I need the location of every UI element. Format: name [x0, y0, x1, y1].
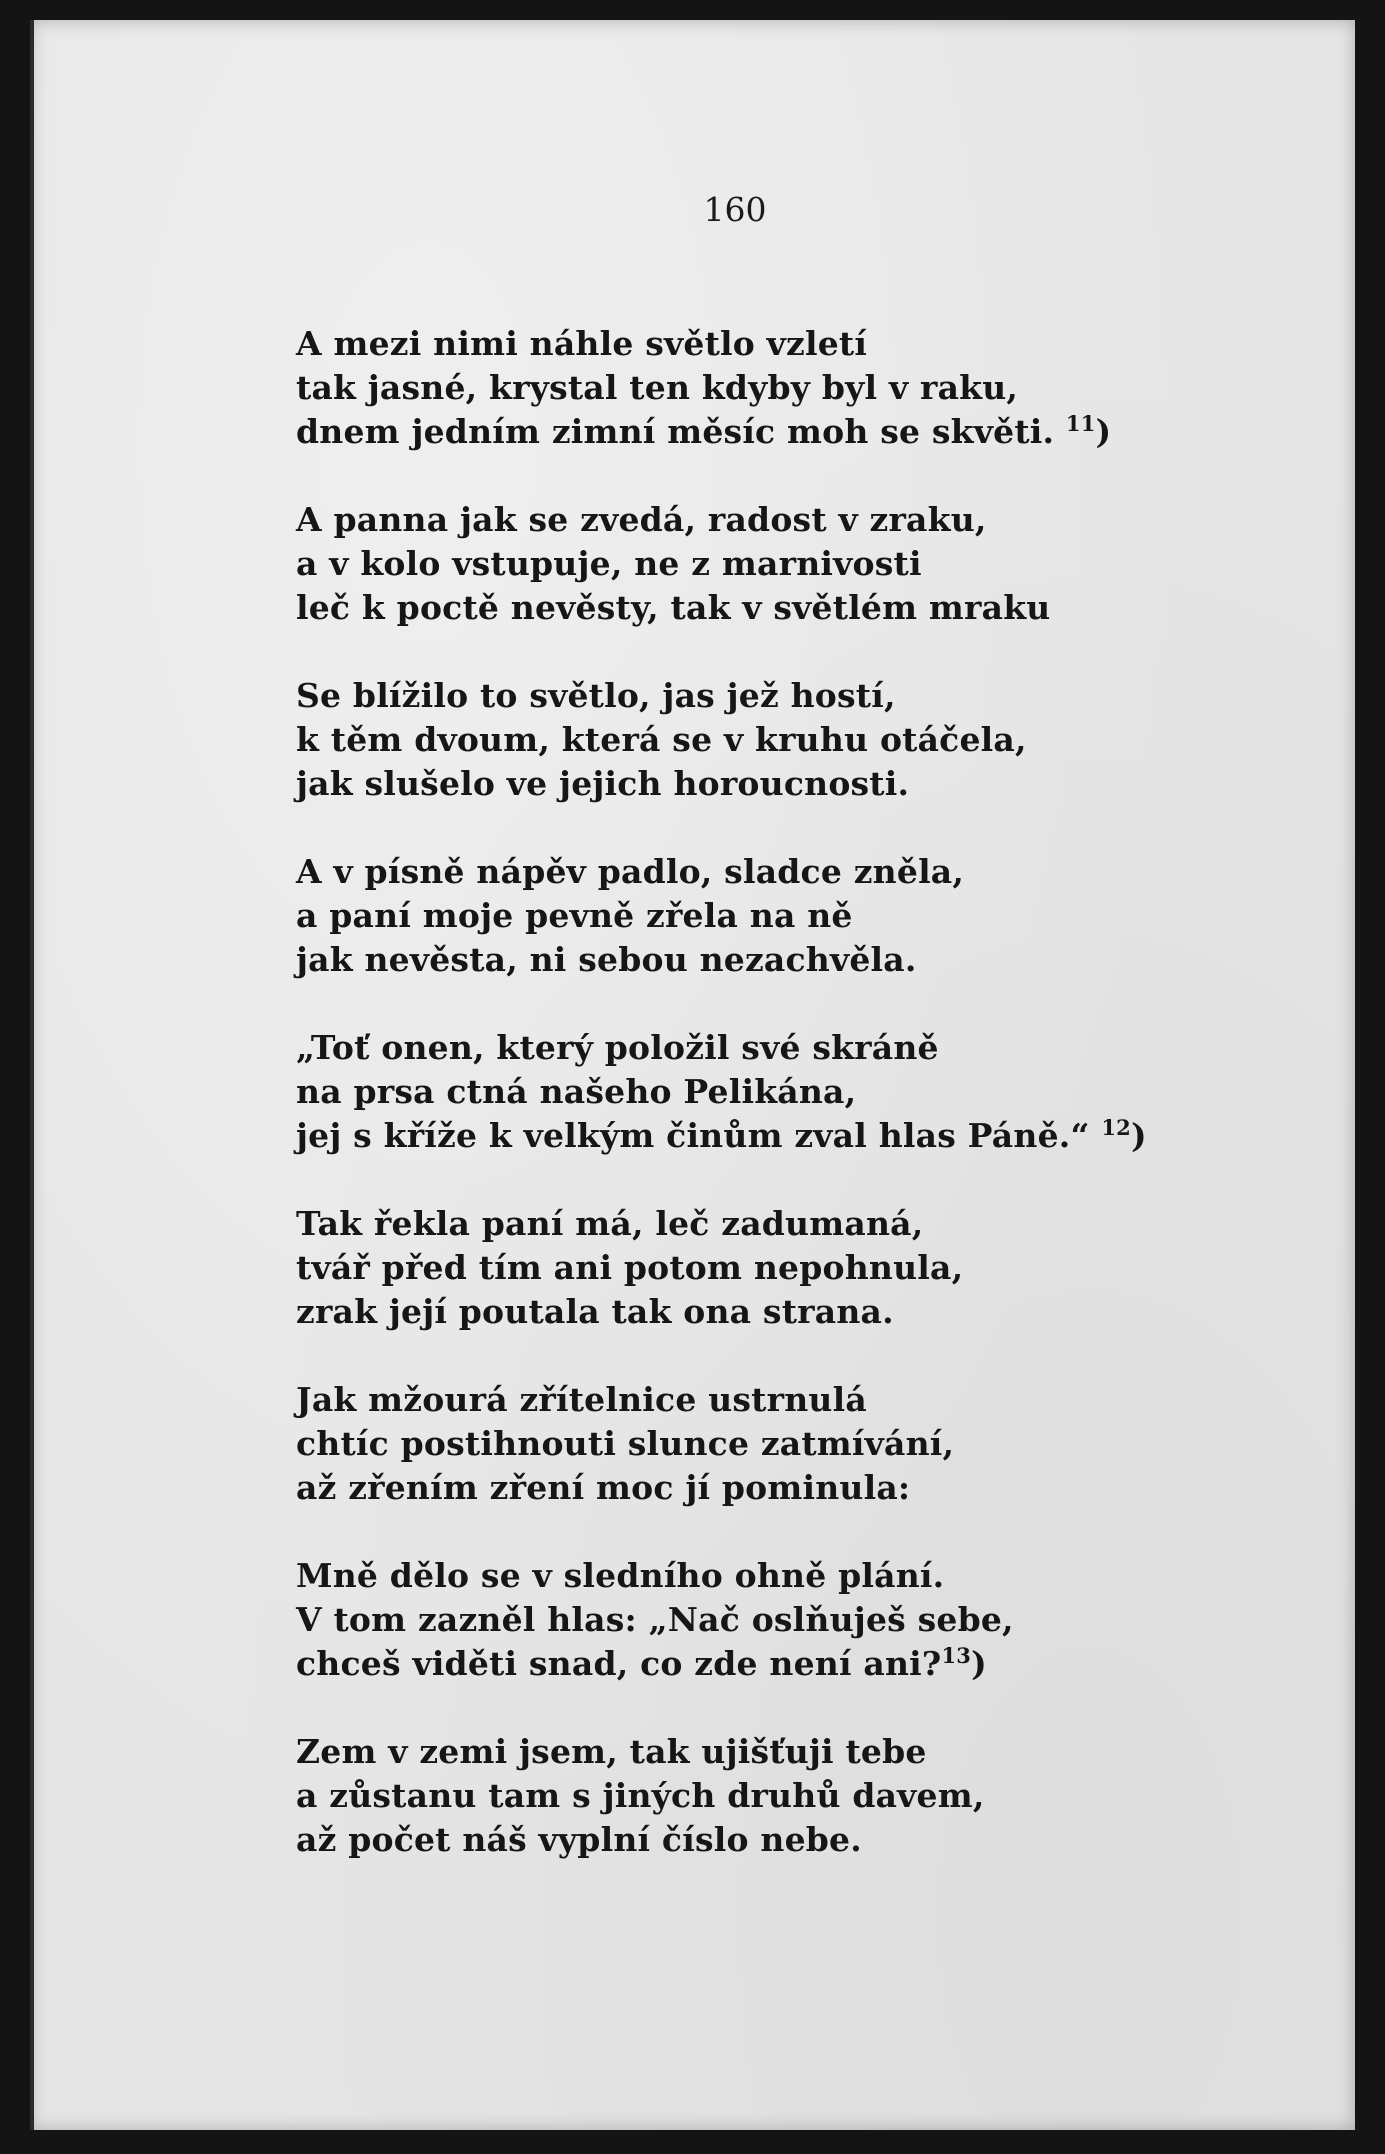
verse-text: A v písně nápěv padlo, sladce zněla, — [296, 852, 965, 891]
verse-text: zrak její poutala tak ona strana. — [296, 1292, 894, 1331]
footnote-marker: 12 — [1101, 1115, 1131, 1140]
footnote-paren: ) — [1130, 1116, 1147, 1155]
verse-line — [296, 498, 1196, 542]
verse-text: tak jasné, krystal ten kdyby byl v raku, — [296, 368, 1019, 407]
verse-text: Mně dělo se v sledního ohně plání. — [296, 1556, 945, 1595]
verse-line — [296, 586, 1196, 630]
stanza — [296, 1202, 1196, 1334]
verse-text: Jak mžourá zřítelnice ustrnulá — [296, 1380, 867, 1419]
stanza — [296, 322, 1196, 454]
verse-text: A panna jak se zvedá, radost v zraku, — [296, 500, 987, 539]
verse-line — [296, 1598, 1196, 1642]
verse-line — [296, 718, 1196, 762]
verse-line — [296, 1554, 1196, 1598]
verse-text: a v kolo vstupuje, ne z marnivosti — [296, 544, 922, 583]
verse-text: Zem v zemi jsem, tak ujišťuji tebe — [296, 1732, 927, 1771]
verse-text: „Toť onen, který položil své skráně — [296, 1028, 939, 1067]
verse-line — [296, 674, 1196, 718]
stanza — [296, 1026, 1196, 1158]
poem-text — [296, 322, 1196, 1906]
verse-line — [296, 366, 1196, 410]
verse-line — [296, 1730, 1196, 1774]
verse-line — [296, 1246, 1196, 1290]
verse-line — [296, 410, 1196, 454]
verse-text: Tak řekla paní má, leč zadumaná, — [296, 1204, 924, 1243]
verse-line — [296, 1070, 1196, 1114]
verse-line — [296, 1378, 1196, 1422]
verse-text: k těm dvoum, která se v kruhu otáčela, — [296, 720, 1027, 759]
stanza — [296, 674, 1196, 806]
footnote-paren: ) — [1095, 412, 1112, 451]
verse-text: A mezi nimi náhle světlo vzletí — [296, 324, 868, 363]
verse-text: chtíc postihnouti slunce zatmívání, — [296, 1424, 955, 1463]
stanza — [296, 1378, 1196, 1510]
verse-text: jak slušelo ve jejich horoucnosti. — [296, 764, 910, 803]
verse-text: až počet náš vyplní číslo nebe. — [296, 1820, 862, 1859]
stanza — [296, 1730, 1196, 1862]
footnote-paren: ) — [971, 1644, 987, 1683]
verse-line — [296, 1818, 1196, 1862]
verse-text: chceš viděti snad, co zde není ani? — [296, 1644, 942, 1683]
verse-line — [296, 1290, 1196, 1334]
verse-line — [296, 850, 1196, 894]
verse-line — [296, 938, 1196, 982]
stanza — [296, 1554, 1196, 1686]
footnote-marker: 13 — [941, 1643, 972, 1668]
verse-line — [296, 542, 1196, 586]
verse-line — [296, 322, 1196, 366]
verse-line — [296, 1202, 1196, 1246]
verse-text: V tom zazněl hlas: „Nač oslňuješ sebe, — [296, 1600, 1014, 1639]
footnote-marker: 11 — [1065, 411, 1096, 436]
verse-line — [296, 894, 1196, 938]
verse-line — [296, 1774, 1196, 1818]
verse-line — [296, 1466, 1196, 1510]
verse-text: a zůstanu tam s jiných druhů davem, — [296, 1776, 985, 1815]
stanza — [296, 850, 1196, 982]
verse-text: jej s kříže k velkým činům zval hlas Páně.“ — [296, 1116, 1102, 1155]
verse-text: Se blížilo to světlo, jas jež hostí, — [296, 676, 896, 715]
page-number: 160 — [703, 190, 767, 229]
verse-line — [296, 1026, 1196, 1070]
verse-line — [296, 1422, 1196, 1466]
stanza — [296, 498, 1196, 630]
verse-text: leč k poctě nevěsty, tak v světlém mraku — [296, 588, 1051, 627]
verse-text: jak nevěsta, ni sebou nezachvěla. — [296, 940, 917, 979]
verse-line — [296, 762, 1196, 806]
page-edge-shadow — [30, 20, 34, 2130]
verse-text: a paní moje pevně zřela na ně — [296, 896, 853, 935]
verse-text: tvář před tím ani potom nepohnula, — [296, 1248, 964, 1287]
verse-text: až zřením zření moc jí pominula: — [296, 1468, 911, 1507]
verse-line — [296, 1642, 1196, 1686]
verse-line — [296, 1114, 1196, 1158]
verse-text: dnem jedním zimní měsíc moh se skvěti. — [296, 412, 1066, 451]
verse-text: na prsa ctná našeho Pelikána, — [296, 1072, 857, 1111]
